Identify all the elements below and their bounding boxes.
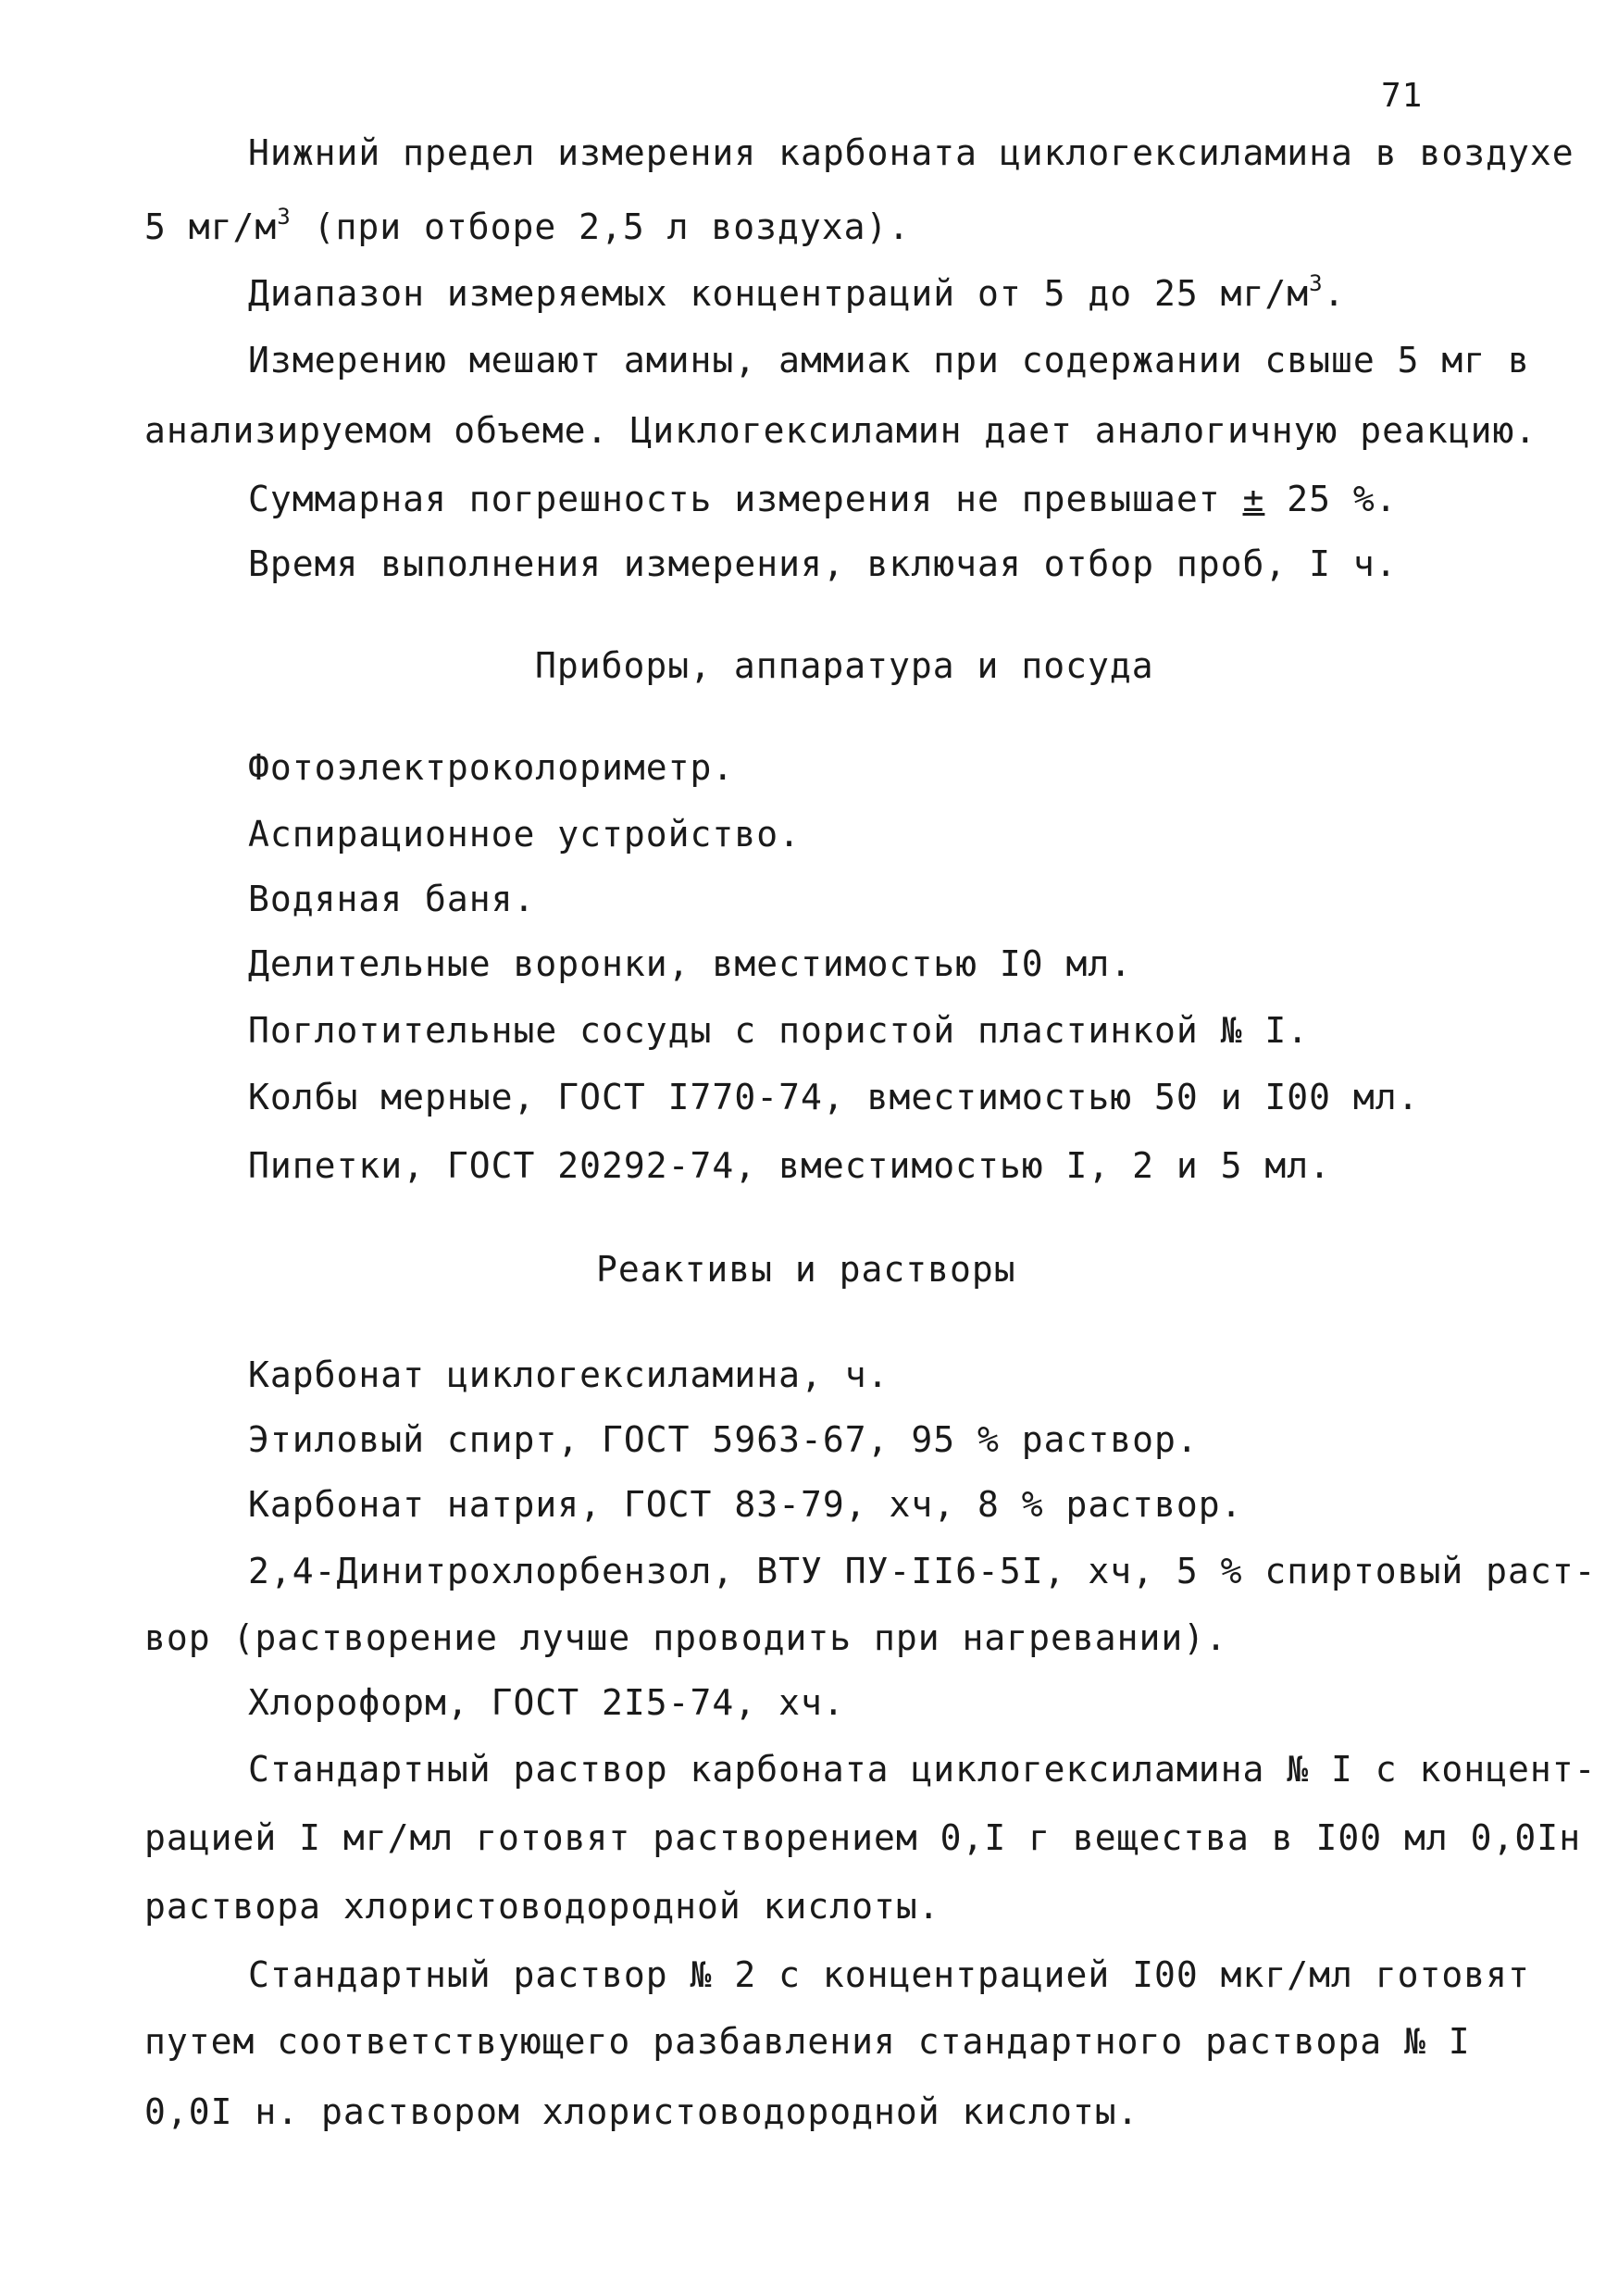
standard-solution-2-line-3: 0,0I н. раствором хлористоводородной кислоты. [144, 2091, 1139, 2132]
instrument-item: Колбы мерные, ГОСТ I770-74, вместимостью 50 и I00 мл. [248, 1077, 1420, 1117]
intro-paragraph-1-line-1: Нижний предел измерения карбоната циклогексиламина в воздухе [248, 132, 1574, 173]
intro-paragraph-2 [248, 270, 1346, 314]
text-fragment: 5 мг/м [144, 206, 278, 247]
superscript: 3 [277, 204, 292, 230]
dinitrochlorobenzene-line-1: 2,4-Динитрохлорбензол, ВТУ ПУ-II6-5I, хч, 5 % спиртовый раст- [248, 1551, 1597, 1591]
instrument-item: Поглотительные сосуды с пористой пластинкой № I. [248, 1010, 1310, 1051]
intro-paragraph-1-line-2 [144, 204, 911, 247]
reagent-item: Этиловый спирт, ГОСТ 5963-67, 95 % раствор. [248, 1419, 1199, 1460]
instrument-item: Пипетки, ГОСТ 20292-74, вместимостью I, 2 и 5 мл. [248, 1145, 1332, 1186]
superscript: 3 [1309, 270, 1324, 296]
text-fragment: Суммарная погрешность измерения не превышает [248, 479, 1243, 519]
dinitrochlorobenzene-line-2: вор (растворение лучше проводить при нагревании). [144, 1617, 1228, 1658]
chloroform-item: Хлороформ, ГОСТ 2I5-74, хч. [248, 1682, 845, 1723]
text-fragment: (при отборе 2,5 л воздуха). [291, 206, 911, 247]
standard-solution-1-line-1: Стандартный раствор карбоната циклогексиламина № I с концент- [248, 1749, 1597, 1790]
text-fragment: 25 %. [1264, 479, 1398, 519]
instrument-item: Водяная баня. [248, 879, 536, 919]
intro-paragraph-3-line-2: анализируемом объеме. Циклогексиламин дает аналогичную реакцию. [144, 410, 1537, 451]
section-heading-instruments: Приборы, аппаратура и посуда [535, 645, 1154, 686]
instrument-item: Делительные воронки, вместимостью I0 мл. [248, 943, 1133, 984]
standard-solution-1-line-3: раствора хлористоводородной кислоты. [144, 1886, 940, 1927]
intro-paragraph-4 [248, 481, 1398, 517]
text-fragment: Диапазон измеряемых концентраций от 5 до 25 мг/м [248, 273, 1310, 314]
instrument-item: Аспирационное устройство. [248, 814, 801, 855]
reagent-item: Карбонат натрия, ГОСТ 83-79, хч, 8 % раствор. [248, 1484, 1243, 1525]
text-fragment: . [1323, 273, 1346, 314]
page-number: 71 [1381, 77, 1424, 115]
plus-minus-sign: ± [1242, 479, 1265, 519]
section-heading-reagents: Реактивы и растворы [596, 1249, 1016, 1290]
intro-paragraph-3-line-1: Измерению мешают амины, аммиак при содержании свыше 5 мг в [248, 340, 1530, 381]
instrument-item: Фотоэлектроколориметр. [248, 747, 735, 788]
reagent-item: Карбонат циклогексиламина, ч. [248, 1354, 890, 1395]
standard-solution-2-line-2: путем соответствующего разбавления стандартного раствора № I [144, 2021, 1471, 2062]
standard-solution-2-line-1: Стандартный раствор № 2 с концентрацией I00 мкг/мл готовят [248, 1954, 1530, 1995]
standard-solution-1-line-2: рацией I мг/мл готовят растворением 0,I г вещества в I00 мл 0,0Iн [144, 1817, 1582, 1858]
intro-paragraph-5: Время выполнения измерения, включая отбор проб, I ч. [248, 543, 1398, 584]
